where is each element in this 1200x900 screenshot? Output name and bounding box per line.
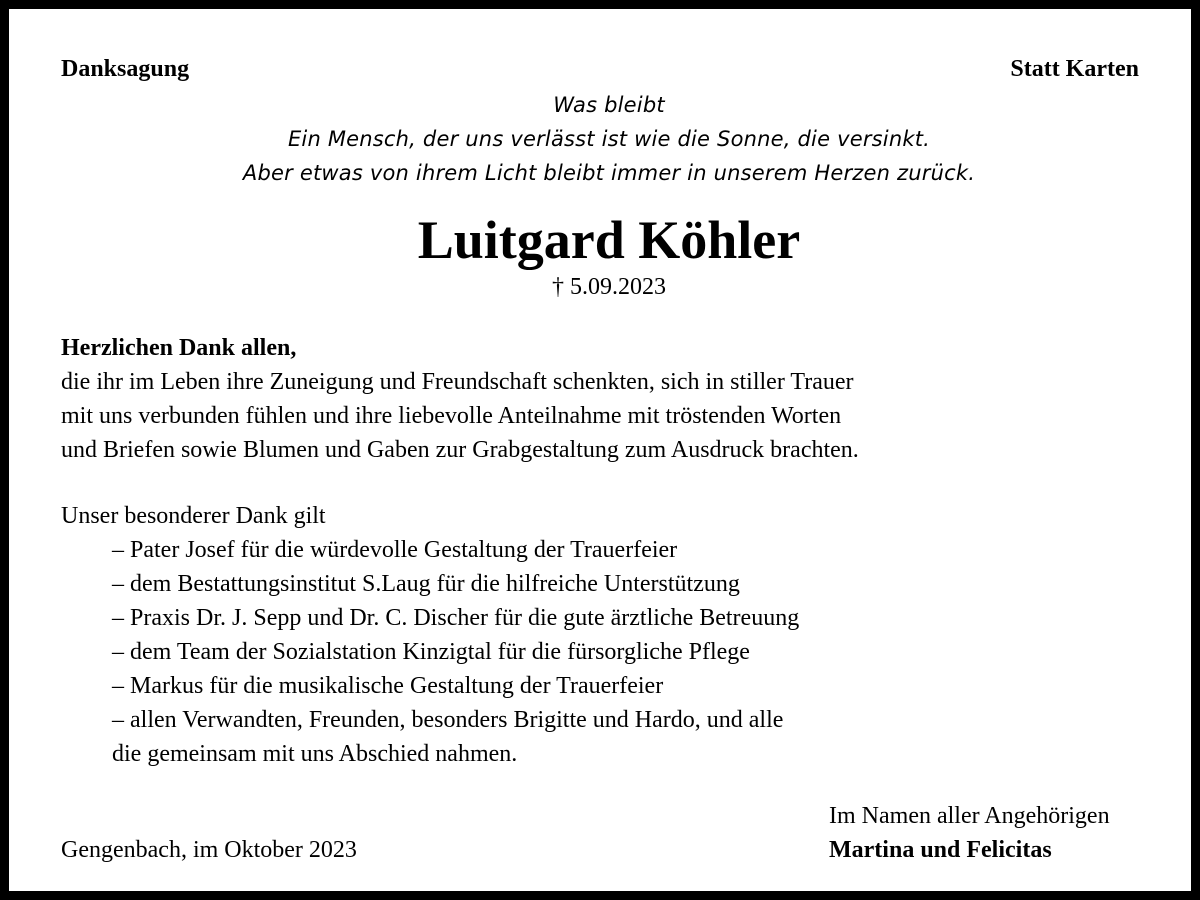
special-thanks-item: – Praxis Dr. J. Sepp und Dr. C. Discher für die gute ärztliche Betreuung [112,605,800,631]
signers: Martina und Felicitas [829,837,1052,863]
poem-line-1: Ein Mensch, der uns verlässt ist wie die Sonne, die versinkt. [287,127,931,151]
thanks-heading: Herzlichen Dank allen, [61,335,297,361]
special-thanks-item: – Markus für die musikalische Gestaltung der Trauerfeier [112,673,664,699]
special-thanks-item: – Pater Josef für die würdevolle Gestaltung der Trauerfeier [112,537,678,563]
on-behalf-text: Im Namen aller Angehörigen [829,803,1110,829]
place-date: Gengenbach, im Oktober 2023 [61,837,357,863]
header-right: Statt Karten [1010,56,1139,82]
header-left: Danksagung [61,56,190,82]
deceased-name: Luitgard Köhler [417,210,801,270]
thanks-line: die ihr im Leben ihre Zuneigung und Freundschaft schenkten, sich in stiller Trauer [61,369,854,395]
poem-title: Was bleibt [553,93,665,117]
special-thanks-item: – dem Bestattungsinstitut S.Laug für die hilfreiche Unterstützung [112,571,740,597]
thanks-line: mit uns verbunden fühlen und ihre liebevolle Anteilnahme mit tröstenden Worten [61,403,842,429]
special-thanks-list [112,533,799,771]
special-thanks-item: die gemeinsam mit uns Abschied nahmen. [112,741,518,767]
special-thanks-item: – dem Team der Sozialstation Kinzigtal für die fürsorgliche Pflege [112,639,750,665]
poem-line-2: Aber etwas von ihrem Licht bleibt immer in unserem Herzen zurück. [242,161,976,185]
thanks-section [61,331,859,467]
special-thanks-item: – allen Verwandten, Freunden, besonders Brigitte und Hardo, und alle [112,707,784,733]
death-date: † 5.09.2023 [552,274,666,300]
special-thanks-intro: Unser besonderer Dank gilt [61,503,326,529]
thanks-line: und Briefen sowie Blumen und Gaben zur Grabgestaltung zum Ausdruck brachten. [61,437,859,463]
